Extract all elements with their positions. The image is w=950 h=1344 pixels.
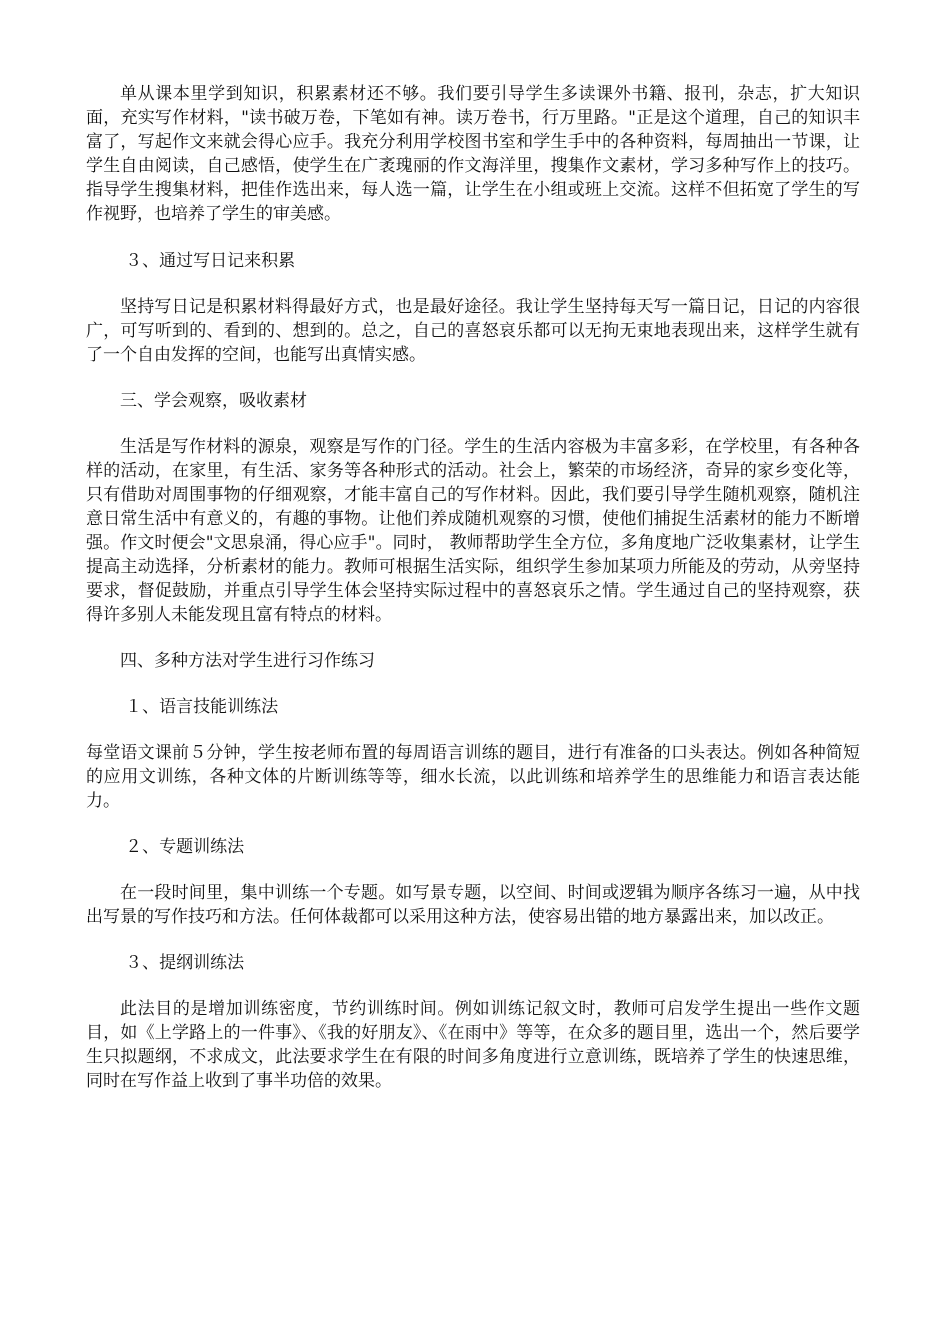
paragraph-outline-training: 此法目的是增加训练密度，节约训练时间。例如训练记叙文时，教师可启发学生提出一些作文题目，如《上学路上的一件事》、《我的好朋友》、《在雨中》等等，在众多的题目里，选出一个，然后要学生只拟题纲，不求成文，此法要求学生在有限的时间多角度进行立意训练，既培养了学生的快速思维，同时在写作益上收到了事半功倍的效果。: [86, 999, 860, 1091]
paragraph-observation: 生活是写作材料的源泉，观察是写作的门径。学生的生活内容极为丰富多彩，在学校里，有各种各样的活动，在家里，有生活、家务等各种形式的活动。社会上，繁荣的市场经济，奇异的家乡变化等，只有借助对周围事物的仔细观察，才能丰富自己的写作材料。因此，我们要引导学生随机观察，随机注意日常生活中有意义的，有趣的事物。让他们养成随机观察的习惯，使他们捕捉生活素材的能力不断增强。作文时便会"文思泉涌，得心应手"。同时， 教师帮助学生全方位，多角度地广泛收集素材，让学生提高主动选择，分析素材的能力。教师可根据生活实际，组织学生参加某项力所能及的劳动，从旁坚持要求，督促鼓励，并重点引导学生体会坚持实际过程中的喜怒哀乐之情。学生通过自己的坚持观察，获得许多别人未能发现且富有特点的材料。: [86, 437, 860, 625]
heading-topic-training: ２、专题训练法: [125, 837, 245, 857]
heading-outline-training: ３、提纲训练法: [125, 953, 245, 973]
paragraph-reading-materials: 单从课本里学到知识，积累素材还不够。我们要引导学生多读课外书籍、报刊，杂志，扩大知识面，充实写作材料，"读书破万卷，下笔如有神。读万卷书，行万里路。"正是这个道理，自己的知识丰富了，写起作文来就会得心应手。我充分利用学校图书室和学生手中的各种资料，每周抽出一节课，让学生自由阅读，自己感悟，使学生在广袤瑰丽的作文海洋里，搜集作文素材，学习多种写作上的技巧。指导学生搜集材料，把佳作选出来，每人选一篇，让学生在小组或班上交流。这样不但拓宽了学生的写作视野，也培养了学生的审美感。: [86, 84, 860, 224]
heading-language-training: １、语言技能训练法: [125, 697, 279, 717]
heading-practice-methods: 四、多种方法对学生进行习作练习: [120, 651, 375, 671]
document-page: [86, 82, 860, 1115]
paragraph-language-training: 每堂语文课前５分钟，学生按老师布置的每周语言训练的题目，进行有准备的口头表达。例如各种简短的应用文训练，各种文体的片断训练等等，细水长流，以此训练和培养学生的思维能力和语言表达能力。: [86, 743, 860, 811]
paragraph-topic-training: 在一段时间里，集中训练一个专题。如写景专题，以空间、时间或逻辑为顺序各练习一遍，从中找出写景的写作技巧和方法。任何体裁都可以采用这种方法，使容易出错的地方暴露出来，加以改正。: [86, 883, 860, 927]
heading-diary: ３、通过写日记来积累: [125, 251, 296, 271]
heading-observation: 三、学会观察，吸收素材: [120, 391, 307, 411]
paragraph-diary: 坚持写日记是积累材料得最好方式，也是最好途径。我让学生坚持每天写一篇日记，日记的内容很广，可写听到的、看到的、想到的。总之，自己的喜怒哀乐都可以无拘无束地表现出来，这样学生就有了一个自由发挥的空间，也能写出真情实感。: [86, 297, 860, 365]
